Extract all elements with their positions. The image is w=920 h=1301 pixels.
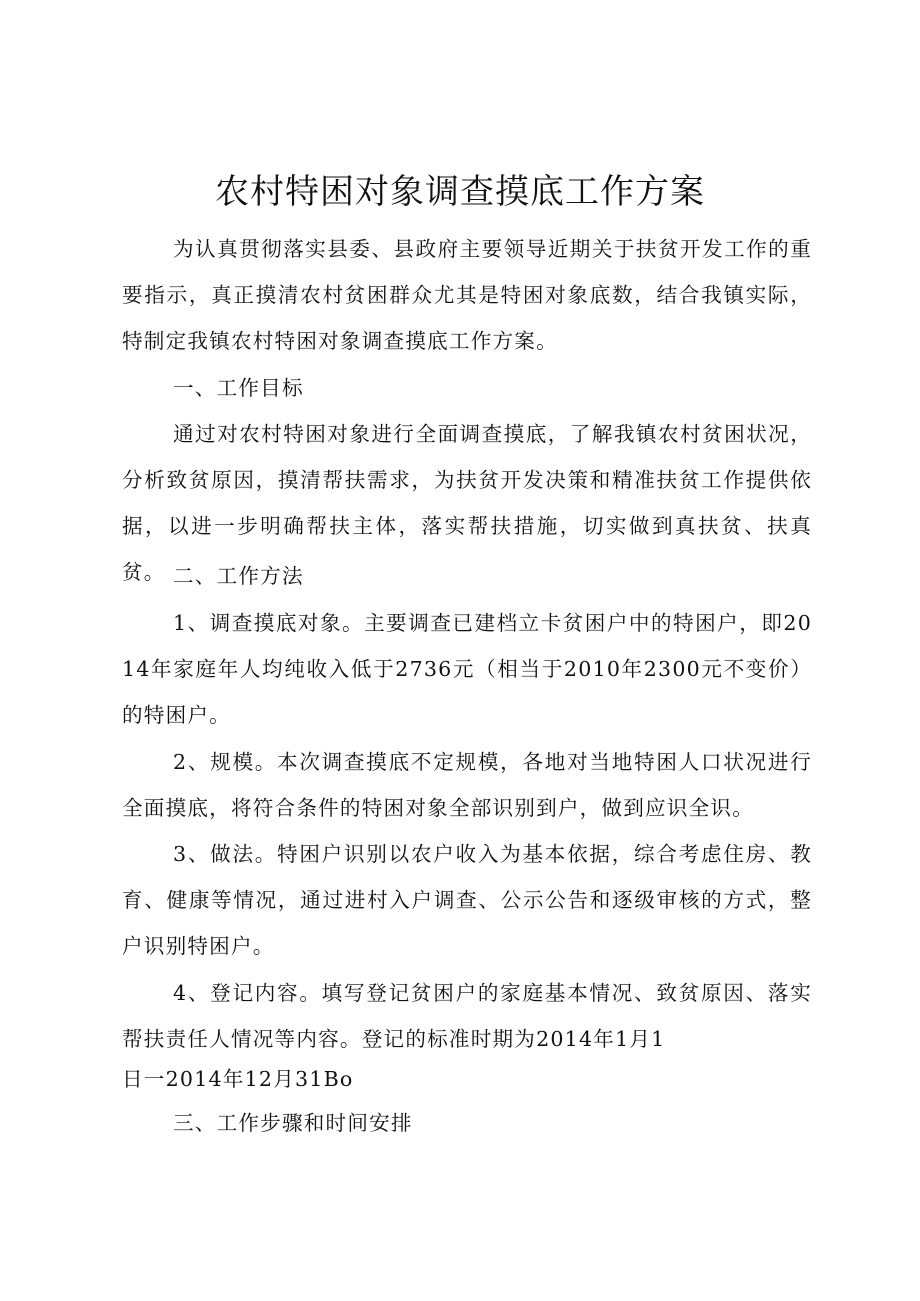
section-1-paragraph: 通过对农村特困对象进行全面调查摸底，了解我镇农村贫困状况，分析致贫原因，摸清帮扶需求，为扶贫开发决策和精准扶贫工作提供依据，以进一步明确帮扶主体，落实帮扶措施，切实做到真扶贫、扶真贫。 [122,422,812,584]
item-4-date-line: 日一2014年12月31Bo [122,1067,354,1091]
item-3-paragraph: 3、做法。特困户识别以农户收入为基本依据，综合考虑住房、教育、健康等情况，通过进村入户调查、公示公告和逐级审核的方式，整户识别特困户。 [122,842,812,958]
document-title: 农村特困对象调查摸底工作方案 [215,172,705,212]
item-1-paragraph: 1、调查摸底对象。主要调查已建档立卡贫困户中的特困户，即2014年家庭年人均纯收入低于2736元（相当于2010年2300元不变价）的特困户。 [122,611,812,727]
section-1-heading: 一、工作目标 [173,376,304,400]
intro-paragraph: 为认真贯彻落实县委、县政府主要领导近期关于扶贫开发工作的重要指示，真正摸清农村贫困群众尤其是特困对象底数，结合我镇实际，特制定我镇农村特困对象调查摸底工作方案。 [122,237,812,353]
section-3-heading: 三、工作步骤和时间安排 [173,1111,413,1135]
section-2-heading: 二、工作方法 [173,564,304,588]
item-4-paragraph: 4、登记内容。填写登记贫困户的家庭基本情况、致贫原因、落实帮扶责任人情况等内容。登记的标准时期为2014年1月1 [122,981,812,1051]
item-2-paragraph: 2、规模。本次调查摸底不定规模，各地对当地特困人口状况进行全面摸底，将符合条件的特困对象全部识别到户，做到应识全识。 [122,750,812,820]
